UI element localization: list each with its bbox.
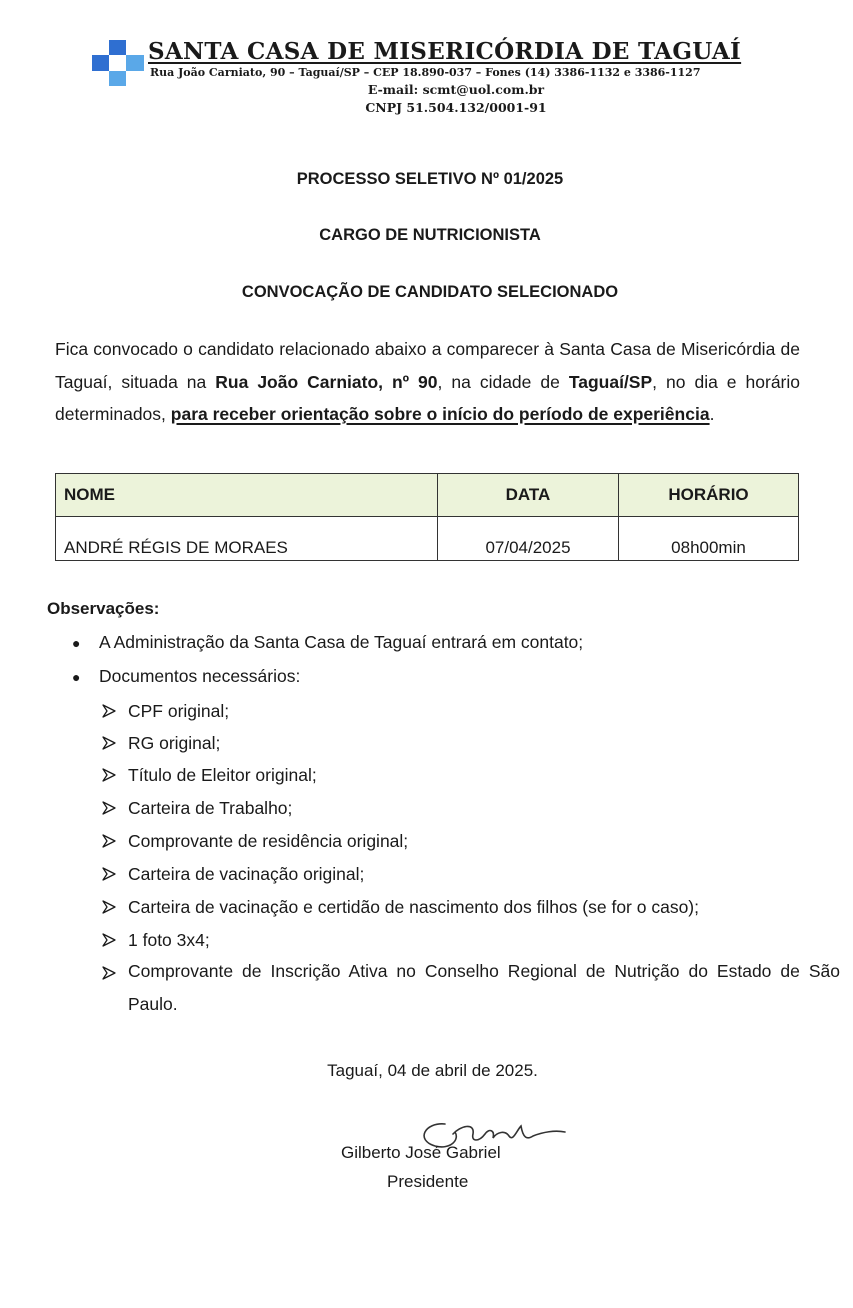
document-item: RG original;: [128, 733, 221, 753]
institution-cnpj: CNPJ 51.504.132/0001-91: [365, 100, 547, 115]
process-heading: PROCESSO SELETIVO Nº 01/2025: [296, 170, 564, 188]
document-item: Comprovante de residência original;: [128, 831, 409, 851]
signer-role: Presidente: [387, 1172, 469, 1191]
call-heading: CONVOCAÇÃO DE CANDIDATO SELECIONADO: [241, 283, 619, 301]
candidate-table: [55, 473, 799, 561]
signer-name: Gilberto José Gabriel: [341, 1143, 501, 1162]
header-time: HORÁRIO: [619, 474, 799, 517]
bullet-icon: ●: [72, 635, 81, 651]
arrow-icon: [102, 900, 116, 914]
arrow-icon: [102, 834, 116, 848]
document-item: 1 foto 3x4;: [128, 930, 210, 950]
position-heading: CARGO DE NUTRICIONISTA: [319, 226, 541, 244]
candidate-date: 07/04/2025: [438, 517, 619, 561]
arrow-icon: [102, 736, 116, 750]
arrow-icon: [102, 704, 116, 718]
header-name: NOME: [56, 474, 438, 517]
place-date: Taguaí, 04 de abril de 2025.: [327, 1061, 538, 1080]
intro-text-2: , na cidade de: [437, 371, 569, 392]
institution-address: Rua João Carniato, 90 – Taguaí/SP – CEP 18.890-037 – Fones (14) 3386-1132 e 3386-1127: [150, 66, 701, 79]
document-item: Carteira de vacinação e certidão de nascimento dos filhos (se for o caso);: [128, 897, 699, 917]
list-item: A Administração da Santa Casa de Taguaí entrará em contato;: [99, 632, 584, 652]
intro-end: .: [709, 404, 715, 424]
document-item: CPF original;: [128, 701, 230, 721]
list-item: Documentos necessários:: [99, 666, 301, 686]
intro-address: Rua João Carniato, nº 90: [215, 371, 438, 392]
document-item: Comprovante de Inscrição Ativa no Conselho Regional de Nutrição do Estado de São Paulo.: [128, 961, 840, 1014]
document-item: Título de Eleitor original;: [128, 765, 317, 785]
candidate-time: 08h00min: [619, 517, 799, 561]
intro-text-1: Fica convocado o candidato relacionado abaixo a comparecer à Santa Casa de Misericórdia de Taguaí, situada na: [55, 339, 800, 392]
table-header-row: [56, 474, 799, 517]
arrow-icon: [102, 801, 116, 815]
institution-email: E-mail: scmt@uol.com.br: [367, 82, 545, 97]
table-row: [56, 517, 799, 561]
intro-text-3: , no dia e horário determinados,: [55, 371, 800, 424]
intro-paragraph: [55, 333, 800, 431]
document-item: Carteira de vacinação original;: [128, 864, 365, 884]
arrow-icon: [102, 768, 116, 782]
observations-label: Observações:: [47, 599, 160, 618]
institution-name: SANTA CASA DE MISERICÓRDIA DE TAGUAÍ: [148, 38, 742, 65]
intro-city: Taguaí/SP: [568, 371, 653, 392]
header-date: DATA: [438, 474, 619, 517]
bullet-icon: ●: [72, 669, 81, 685]
document-item: Carteira de Trabalho;: [128, 798, 293, 818]
arrow-icon: [102, 933, 116, 947]
hospital-cross-logo: [92, 40, 144, 86]
intro-purpose: para receber orientação sobre o início do período de experiência: [170, 404, 710, 424]
arrow-icon: [102, 966, 116, 980]
arrow-icon: [102, 867, 116, 881]
candidate-name: ANDRÉ RÉGIS DE MORAES: [56, 517, 438, 561]
